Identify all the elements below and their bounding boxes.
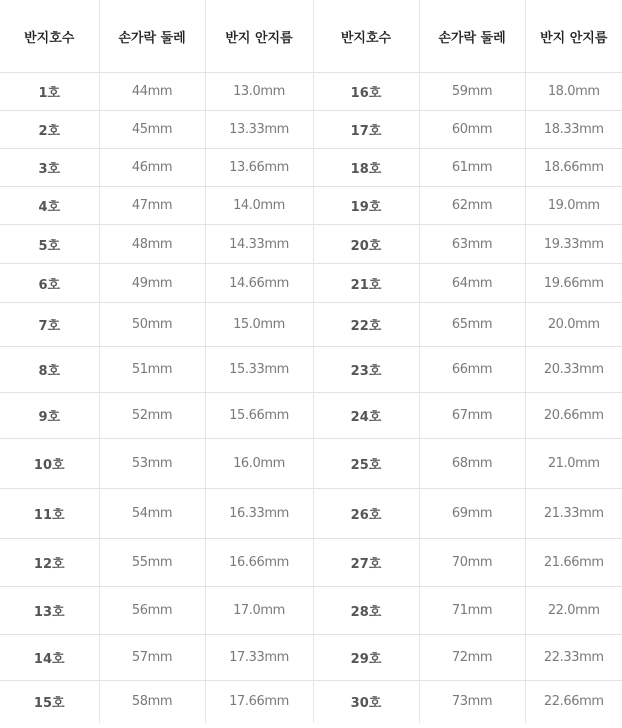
circumference-cell: 65mm bbox=[419, 303, 525, 347]
ring-size-cell: 30호 bbox=[313, 681, 419, 723]
circumference-cell: 48mm bbox=[99, 225, 205, 264]
ring-size-cell: 28호 bbox=[313, 587, 419, 635]
diameter-cell: 14.0mm bbox=[205, 187, 313, 225]
diameter-cell: 19.0mm bbox=[525, 187, 622, 225]
header-inner-diameter: 반지 안지름 bbox=[205, 0, 313, 73]
circumference-cell: 62mm bbox=[419, 187, 525, 225]
circumference-cell: 63mm bbox=[419, 225, 525, 264]
ring-size-cell: 13호 bbox=[0, 587, 99, 635]
ring-size-cell: 15호 bbox=[0, 681, 99, 723]
circumference-cell: 68mm bbox=[419, 439, 525, 489]
diameter-cell: 21.33mm bbox=[525, 489, 622, 539]
header-row bbox=[0, 0, 622, 73]
ring-size-cell: 3호 bbox=[0, 149, 99, 187]
ring-size-cell: 5호 bbox=[0, 225, 99, 264]
circumference-cell: 70mm bbox=[419, 539, 525, 587]
ring-size-cell: 16호 bbox=[313, 73, 419, 111]
circumference-cell: 45mm bbox=[99, 111, 205, 149]
diameter-cell: 14.66mm bbox=[205, 264, 313, 303]
ring-size-cell: 24호 bbox=[313, 393, 419, 439]
ring-size-cell: 17호 bbox=[313, 111, 419, 149]
diameter-cell: 17.0mm bbox=[205, 587, 313, 635]
diameter-cell: 22.33mm bbox=[525, 635, 622, 681]
diameter-cell: 13.0mm bbox=[205, 73, 313, 111]
diameter-cell: 15.0mm bbox=[205, 303, 313, 347]
table-row bbox=[0, 111, 622, 149]
table-row bbox=[0, 635, 622, 681]
table-row bbox=[0, 489, 622, 539]
circumference-cell: 49mm bbox=[99, 264, 205, 303]
circumference-cell: 47mm bbox=[99, 187, 205, 225]
diameter-cell: 17.33mm bbox=[205, 635, 313, 681]
ring-size-cell: 19호 bbox=[313, 187, 419, 225]
table-row bbox=[0, 149, 622, 187]
header-inner-diameter: 반지 안지름 bbox=[525, 0, 622, 73]
ring-size-cell: 21호 bbox=[313, 264, 419, 303]
ring-size-cell: 20호 bbox=[313, 225, 419, 264]
circumference-cell: 50mm bbox=[99, 303, 205, 347]
diameter-cell: 21.0mm bbox=[525, 439, 622, 489]
circumference-cell: 56mm bbox=[99, 587, 205, 635]
table-row bbox=[0, 539, 622, 587]
ring-size-cell: 18호 bbox=[313, 149, 419, 187]
table-row bbox=[0, 347, 622, 393]
diameter-cell: 18.33mm bbox=[525, 111, 622, 149]
table-header bbox=[0, 0, 622, 73]
diameter-cell: 20.66mm bbox=[525, 393, 622, 439]
diameter-cell: 22.0mm bbox=[525, 587, 622, 635]
diameter-cell: 15.66mm bbox=[205, 393, 313, 439]
circumference-cell: 64mm bbox=[419, 264, 525, 303]
ring-size-cell: 25호 bbox=[313, 439, 419, 489]
table-row bbox=[0, 303, 622, 347]
diameter-cell: 14.33mm bbox=[205, 225, 313, 264]
table-row bbox=[0, 393, 622, 439]
diameter-cell: 13.33mm bbox=[205, 111, 313, 149]
circumference-cell: 54mm bbox=[99, 489, 205, 539]
header-finger-circumference: 손가락 둘레 bbox=[99, 0, 205, 73]
ring-size-cell: 2호 bbox=[0, 111, 99, 149]
table-body bbox=[0, 73, 622, 723]
ring-size-cell: 12호 bbox=[0, 539, 99, 587]
circumference-cell: 57mm bbox=[99, 635, 205, 681]
ring-size-cell: 1호 bbox=[0, 73, 99, 111]
diameter-cell: 16.0mm bbox=[205, 439, 313, 489]
circumference-cell: 69mm bbox=[419, 489, 525, 539]
ring-size-cell: 10호 bbox=[0, 439, 99, 489]
ring-size-cell: 7호 bbox=[0, 303, 99, 347]
circumference-cell: 59mm bbox=[419, 73, 525, 111]
circumference-cell: 46mm bbox=[99, 149, 205, 187]
circumference-cell: 66mm bbox=[419, 347, 525, 393]
ring-size-cell: 4호 bbox=[0, 187, 99, 225]
circumference-cell: 61mm bbox=[419, 149, 525, 187]
circumference-cell: 58mm bbox=[99, 681, 205, 723]
diameter-cell: 16.66mm bbox=[205, 539, 313, 587]
table-row bbox=[0, 439, 622, 489]
diameter-cell: 20.0mm bbox=[525, 303, 622, 347]
diameter-cell: 18.0mm bbox=[525, 73, 622, 111]
diameter-cell: 15.33mm bbox=[205, 347, 313, 393]
ring-size-cell: 9호 bbox=[0, 393, 99, 439]
ring-size-cell: 14호 bbox=[0, 635, 99, 681]
ring-size-cell: 6호 bbox=[0, 264, 99, 303]
circumference-cell: 60mm bbox=[419, 111, 525, 149]
diameter-cell: 13.66mm bbox=[205, 149, 313, 187]
ring-size-cell: 29호 bbox=[313, 635, 419, 681]
header-ring-size: 반지호수 bbox=[313, 0, 419, 73]
header-ring-size: 반지호수 bbox=[0, 0, 99, 73]
ring-size-cell: 11호 bbox=[0, 489, 99, 539]
table-row bbox=[0, 225, 622, 264]
diameter-cell: 19.33mm bbox=[525, 225, 622, 264]
table-row bbox=[0, 264, 622, 303]
circumference-cell: 73mm bbox=[419, 681, 525, 723]
table-row bbox=[0, 587, 622, 635]
ring-size-cell: 27호 bbox=[313, 539, 419, 587]
circumference-cell: 53mm bbox=[99, 439, 205, 489]
header-finger-circumference: 손가락 둘레 bbox=[419, 0, 525, 73]
diameter-cell: 16.33mm bbox=[205, 489, 313, 539]
circumference-cell: 72mm bbox=[419, 635, 525, 681]
ring-size-cell: 26호 bbox=[313, 489, 419, 539]
circumference-cell: 44mm bbox=[99, 73, 205, 111]
table-row bbox=[0, 187, 622, 225]
circumference-cell: 51mm bbox=[99, 347, 205, 393]
table-row bbox=[0, 73, 622, 111]
diameter-cell: 20.33mm bbox=[525, 347, 622, 393]
diameter-cell: 22.66mm bbox=[543, 694, 604, 710]
diameter-cell: 17.66mm bbox=[205, 681, 313, 723]
circumference-cell: 71mm bbox=[419, 587, 525, 635]
circumference-cell: 52mm bbox=[99, 393, 205, 439]
diameter-cell: 21.66mm bbox=[525, 539, 622, 587]
circumference-cell: 67mm bbox=[419, 393, 525, 439]
ring-size-cell: 22호 bbox=[313, 303, 419, 347]
ring-size-cell: 23호 bbox=[313, 347, 419, 393]
diameter-cell: 18.66mm bbox=[525, 149, 622, 187]
ring-size-cell: 8호 bbox=[0, 347, 99, 393]
table-row bbox=[0, 681, 622, 723]
diameter-cell: 19.66mm bbox=[525, 264, 622, 303]
circumference-cell: 55mm bbox=[99, 539, 205, 587]
